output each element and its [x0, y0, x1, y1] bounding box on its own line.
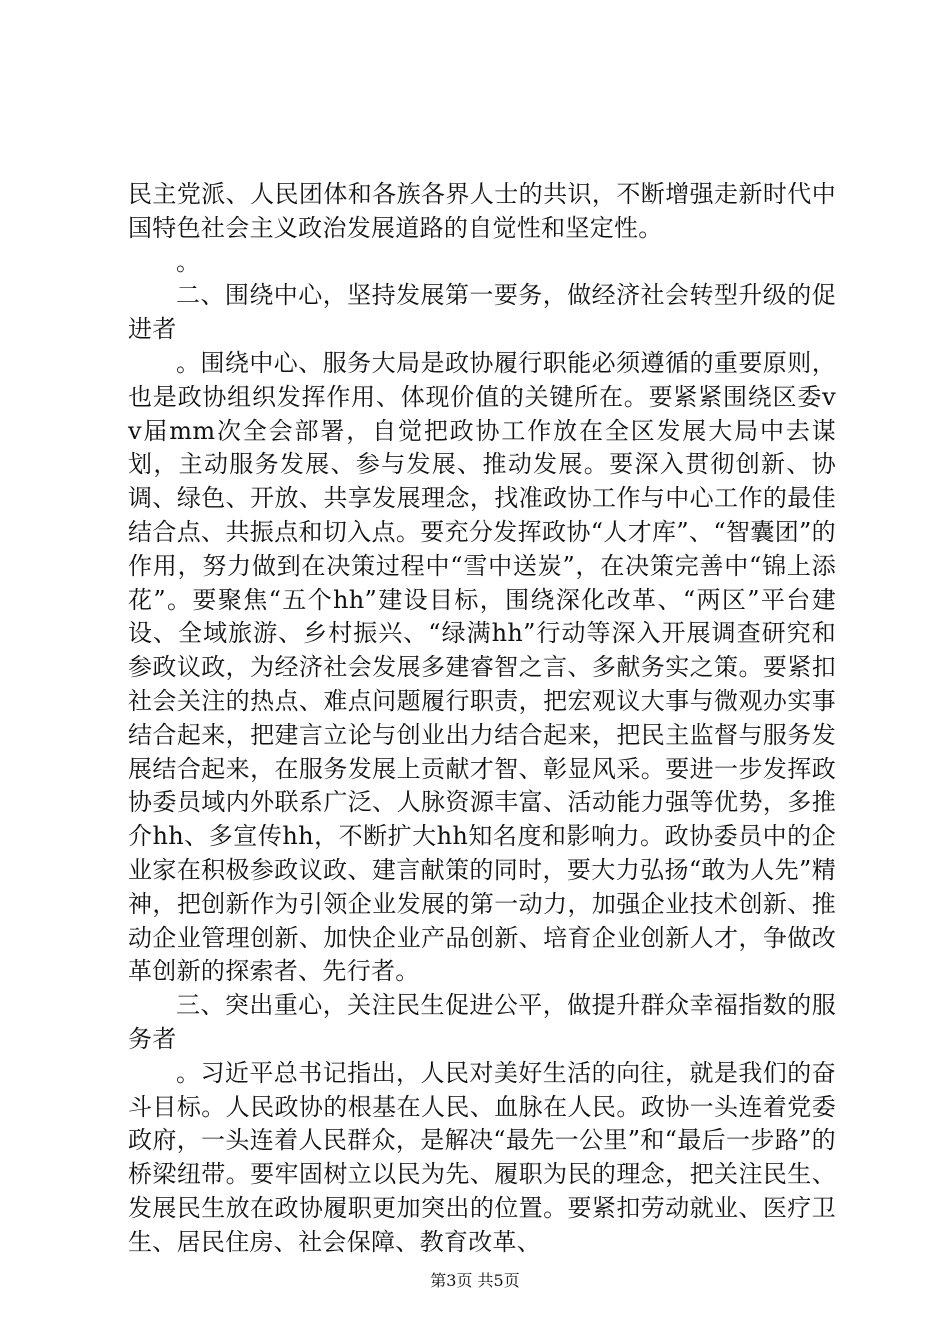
paragraph-section-3-body: 。习近平总书记指出，人民对美好生活的向往，就是我们的奋斗目标。人民政协的根基在人民、血脉在人民。政协一头连着党委政府，一头连着人民群众，是解决“最先一公里”和“最后一步路”的桥梁纽带。要牢固树立以民为先、履职为民的理念，把关注民生、发展民生放在政协履职更加突出的位置。要紧扣劳动就业、医疗卫生、居民住房、社会保障、教育改革、 [128, 1058, 836, 1256]
paragraph-continuation: 民主党派、人民团体和各族各界人士的共识，不断增强走新时代中国特色社会主义政治发展道路的自觉性和坚定性。 [128, 180, 836, 242]
paragraph-section-2-body: 。围绕中心、服务大局是政协履行职能必须遵循的重要原则，也是政协组织发挥作用、体现价值的关键所在。要紧紧围绕区委vv届mm次全会部署，自觉把政协工作放在全区发展大局中去谋划，主动服务发展、参与发展、推动发展。要深入贯彻创新、协调、绿色、开放、共享发展理念，找准政协工作与中心工作的最佳结合点、共振点和切入点。要充分发挥政协“人才库”、“智囊团”的作用，努力做到在决策过程中“雪中送炭”，在决策完善中“锦上添花”。要聚焦“五个hh”建设目标，围绕深化改革、“两区”平台建设、全域旅游、乡村振兴、“绿满hh”行动等深入开展调查研究和参政议政，为经济社会发展多建睿智之言、多献务实之策。要紧扣社会关注的热点、难点问题履行职责，把宏观议大事与微观办实事结合起来，把建言立论与创业出力结合起来，把民主监督与服务发展结合起来，在服务发展上贡献才智、彰显风采。要进一步发挥政协委员域内外联系广泛、人脉资源丰富、活动能力强等优势，多推介hh、多宣传hh，不断扩大hh知名度和影响力。政协委员中的企业家在积极参政议政、建言献策的同时，要大力弘扬“敢为人先”精神，把创新作为引领企业发展的第一动力，加强企业技术创新、推动企业管理创新、加快企业产品创新、培育企业创新人才，争做改革创新的探索者、先行者。 [128, 348, 836, 986]
section-heading-3: 三、突出重心，关注民生促进公平，做提升群众幸福指数的服务者 [128, 991, 836, 1053]
document-body [128, 178, 836, 1260]
section-heading-2: 二、围绕中心，坚持发展第一要务，做经济社会转型升级的促进者 [128, 281, 836, 344]
paragraph-period: 。 [176, 247, 201, 276]
page-number-footer: 第3页 共5页 [430, 1271, 520, 1290]
